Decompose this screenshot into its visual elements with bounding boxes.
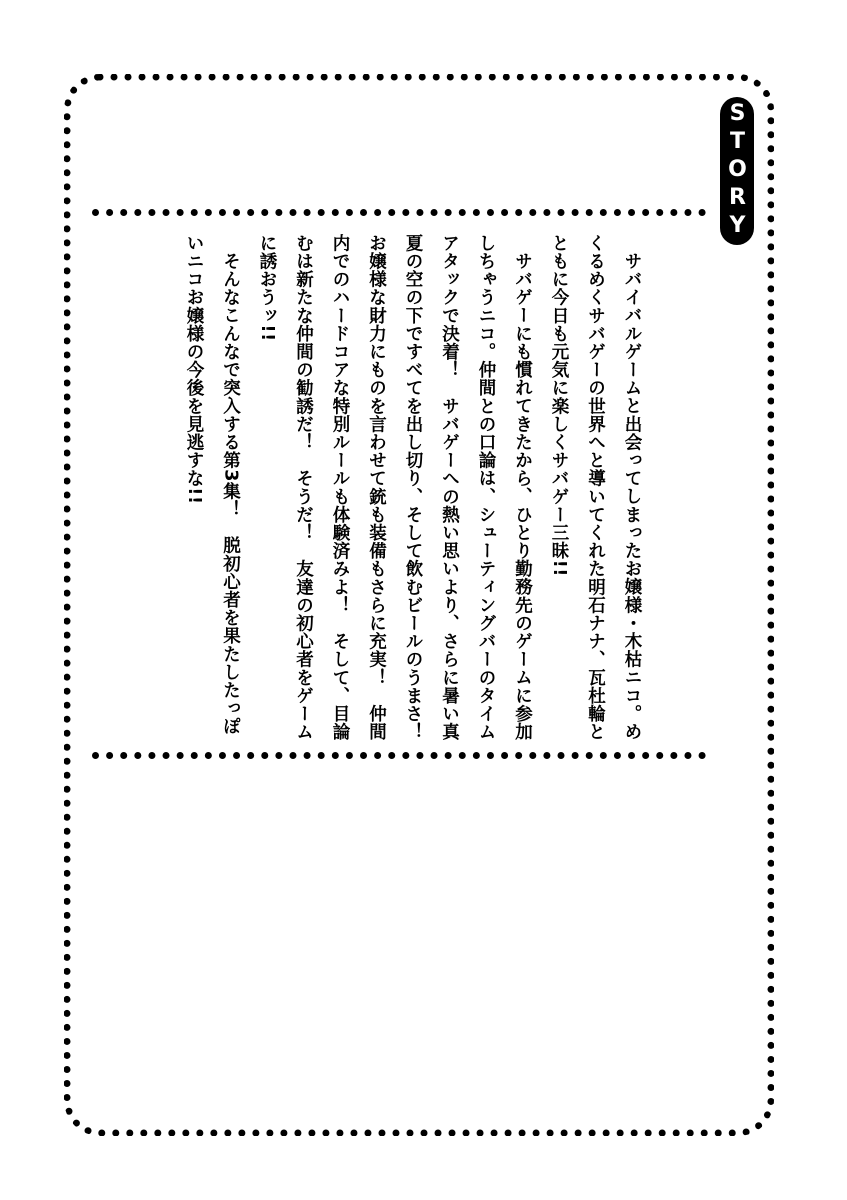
dotted-divider-bottom xyxy=(92,752,706,759)
story-paragraph-1: サバイバルゲームと出会ってしまったお嬢様・木枯ニコ。めくるめくサバゲーの世界へと導いてくれた明石ナナ、瓦杜輪とともに今日も元気に楽しくサバゲー三昧!! xyxy=(549,234,642,741)
dotted-divider-top xyxy=(92,209,706,216)
story-paragraph-2: サバゲーにも慣れてきたから、ひとり勤務先のゲームに参加しちゃうニコ。仲間との口論は、シューティングバーのタイムアタックで決着！ サバゲーへの熱い思いより、さらに暑い真夏の空の下ですべてを出し切り、そして飲むビールのうまさ！ お嬢様な財力にものを言わせて銃も装備もさらに充実！ 仲間内でのハードコアな特別ルールも体験済みよ！ そして、目論むは新たな仲間の勧誘だ！ そうだ！ 友達の初心者をゲームに誘おうッ!! xyxy=(257,234,533,759)
story-heading: STORY xyxy=(725,101,750,241)
story-body xyxy=(180,234,650,759)
story-heading-tab xyxy=(720,97,754,245)
story-paragraph-3: そんなこんなで突入する第3集！ 脱初心者を果たしたっぽいニコお嬢様の今後を見逃すな!! xyxy=(184,234,241,735)
